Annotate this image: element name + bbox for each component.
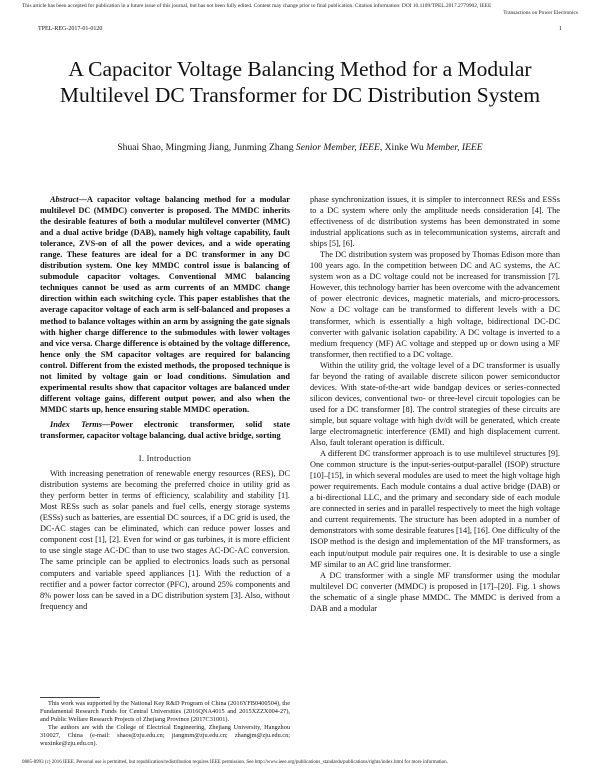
left-column	[40, 194, 290, 612]
index-terms-lead: Index Terms	[50, 419, 102, 429]
journal-banner	[22, 3, 578, 17]
index-terms-text: —Power electronic transformer, solid state transformer, capacitor voltage balancing, dual active bridge, sorting	[40, 419, 290, 440]
abstract-lead: Abstract	[50, 195, 79, 204]
banner-line-2: Transactions on Power Electronics	[503, 10, 578, 16]
author-affiliation-1: Senior Member, IEEE	[295, 142, 380, 153]
abstract	[40, 194, 290, 415]
footnote-rule	[40, 697, 100, 698]
author-affiliation-2: Member, IEEE	[426, 142, 483, 153]
page-number: 1	[559, 26, 562, 32]
author-names: Shuai Shao, Mingming Jiang, Junming Zhang	[117, 142, 294, 153]
running-head	[38, 26, 562, 32]
manuscript-code: TPEL-REG-2017-01-0120	[38, 26, 103, 32]
paper-title: A Capacitor Voltage Balancing Method for a Modular Multilevel DC Transformer for DC Distribution System	[59, 57, 541, 107]
author-list	[40, 142, 560, 153]
right-column	[310, 194, 560, 614]
footnote-affiliation: The authors are with the College of Electrical Engineering, Zhejiang University, Hangzhou 310027, China (e-mail: shaos@zju.edu.cn; jiangmm@zju.edu.cn; zhangjm@zju.edu.cn; wuxinke@zju.edu.cn).	[40, 724, 290, 747]
index-terms	[40, 419, 290, 441]
section-heading-introduction: I. Introduction	[138, 454, 192, 464]
footnotes	[40, 700, 290, 748]
banner-line-1: This article has been accepted for publication in a future issue of this journal, but has not been fully edited. Content may change prior to final publication. Citation information: DOI 10.1109/TPEL.2017.2779902, IEEE	[22, 3, 492, 9]
intro-paragraph-1: With increasing penetration of renewable energy resources (RES), DC distribution systems are becoming the preferred choice in utility grid as they perform better in terms of efficiency, scalability and stability [1]. Most RESs such as solar panels and fuel cells, energy storage systems (ESSs) such as batteries, are essential DC sources, if a DC grid is used, the DC-AC stages can be eliminated, which can reduce power losses and component cost [1], [2]. Even for wind or gas turbines, it is more efficient to use single stage AC-DC than to use two stages AC-DC-AC conversion. The same principle can be applied to electronics loads such as personal computers and variable speed appliances [1]. With the reduction of a rectifier and a power factor corrector (PFC), around 25% components and 8% power loss can be saved in a DC distribution system [3]. Also, without frequency and	[40, 469, 290, 611]
right-paragraph-1: phase synchronization issues, it is simpler to interconnect RESs and ESSs to a DC system where only the amplitude needs consideration [4]. The effectiveness of dc distribution systems has been demonstrated in some industrial applications such as in telecommunication systems, aircraft and ships [5], [6].	[310, 195, 560, 249]
right-paragraph-2: The DC distribution system was proposed by Thomas Edison more than 100 years ago. In the competition between DC and AC systems, the AC system won as a DC voltage could not be increased for transmission [7]. However, this technology barrier has been overcome with the advancement of power electronic devices, magnetic materials, and micro-processors. Now a DC voltage can be transformed to different levels with a DC transformer, which is essentially a high voltage, bidirectional DC-DC converter with galvanic isolation capability. A DC voltage is inverted to a medium frequency (MF) AC voltage and stepped up or down using a MF transformer, then rectified to a DC voltage.	[310, 250, 560, 359]
copyright-footer: 0885-8993 (c) 2016 IEEE. Personal use is permitted, but republication/redistribution requires IEEE permission. See http://www.ieee.org/publications_standards/publications/rights/index.html for more information.	[22, 760, 448, 765]
right-paragraph-5: A DC transformer with a single MF transformer using the modular multilevel DC converter (MMDC) is proposed in [17]–[20]. Fig. 1 shows the schematic of a single phase MMDC. The MMDC is derived from a DAB and a modular	[310, 570, 560, 613]
right-paragraph-4: A different DC transformer approach is to use multilevel structures [9]. One common structure is the input-series-output-parallel (ISOP) structure [10]–[15], in which several modules are used to meet the high voltage high power requirements. Each module contains a dual active bridge (DAB) or a bi-directional LLC, and the primary and secondary side of each module are connected in series and in parallel respectively to meet the high voltage and current requirements. The structure has been adopted in a number of demonstrators with some desirable features [14], [16]. One difficulty of the ISOP method is the design and implementation of the MF transformers, as each input/output module pair requires one. It is desirable to use a single MF similar to an AC grid line transformer.	[310, 449, 560, 569]
right-paragraph-3: Within the utility grid, the voltage level of a DC transformer is usually far beyond the rating of available discrete silicon power semiconductor devices. With state-of-the-art wide bandgap devices or series-connected silicon devices, conventional two- or three-level circuit topologies can be used for a DC transformer [8]. The control strategies of these circuits are simple, but square voltage with high dv/dt will be generated, which create large electromagnetic interference (EMI) and high displacement current. Also, fault tolerant operation is difficult.	[310, 360, 560, 448]
author-name-2: , Xinke Wu	[379, 142, 424, 153]
footnote-funding: This work was supported by the National Key R&D Program of China (2016YFB0400504), the Fundamental Research Funds for Central Universities (2016QNA4015 and 2015XZZX004-27), and Public Welfare Research Projects of Zhejiang Province (2017C31001).	[40, 700, 290, 723]
abstract-text: —A capacitor voltage balancing method for a modular multilevel DC (MMDC) converter is proposed. The MMDC inherits the desirable features of both a modular multilevel converter (MMC) and a dual active bridge (DAB), namely high voltage capability, fault tolerance, ZVS-on of all the power devices, and a wide operating range. These features are ideal for a DC transformer in any DC distribution system. One key MMDC control issue is balancing of submodule capacitor voltages. Conventional MMC balancing techniques cannot be used as arm currents of an MMDC change direction within each switching cycle. This paper establishes that the average capacitor voltage of each arm is self-balanced and proposes a method to balance voltages within an arm by assigning the gate signals with higher charge difference to the submodules with lower voltages and vice versa. Charge difference is obtained by the voltage difference, hence only the SM capacitor voltages are required for balancing control. Different from the existed methods, the proposed technique is not limited by voltage gain or load conditions. Simulation and experimental results show that capacitor voltages are balanced under different voltage gains, different output power, and also when the MMDC starts up, hence ensuring stable MMDC operation.	[40, 195, 290, 414]
